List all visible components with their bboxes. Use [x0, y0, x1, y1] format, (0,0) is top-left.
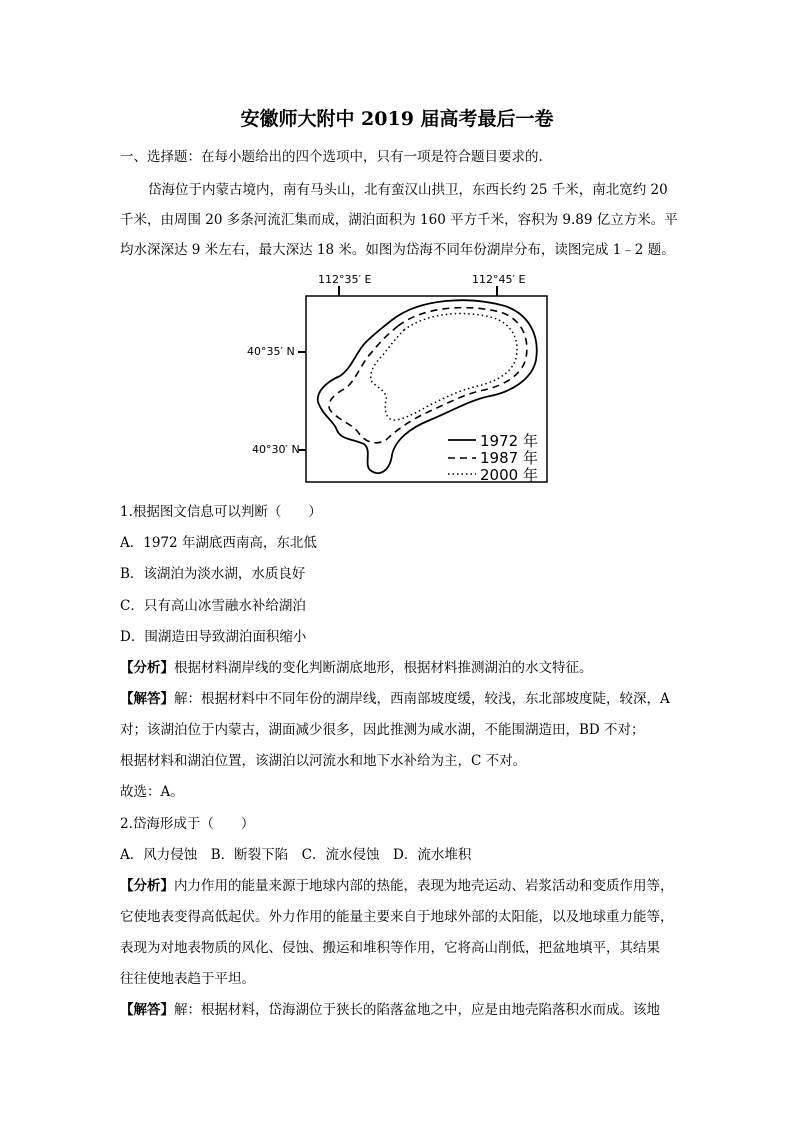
- lake-shoreline-map: [240, 266, 560, 486]
- analysis-line: 表现为对地表物质的风化、侵蚀、搬运和堆积等作用，它将高山削低，把盆地填平，其结果: [120, 940, 660, 956]
- analysis-text: 内力作用的能量来源于地球内部的热能，表现为地壳运动、岩浆活动和变质作用等，: [174, 878, 674, 894]
- analysis-line: 往往使地表趋于平坦。: [120, 971, 255, 987]
- answer-line: 对；该湖泊位于内蒙古，湖面减少很多，因此推测为咸水湖，不能围湖造田，BD 不对；: [120, 722, 645, 738]
- question-2-stem: 2.岱海形成于（ ）: [120, 816, 255, 832]
- answer-line: 根据材料和湖泊位置，该湖泊以河流水和地下水补给为主，C 不对。: [120, 753, 527, 769]
- legend-label-2000: 2000 年: [480, 466, 538, 484]
- question-1-stem: 1.根据图文信息可以判断（ ）: [120, 504, 322, 520]
- passage-line: 千米，由周围 20 多条河流汇集而成，湖泊面积为 160 平方千米，容积为 9.89 亿立方米。平: [120, 212, 678, 228]
- passage-line: 均水深深达 9 米左右，最大深达 18 米。如图为岱海不同年份湖岸分布，读图完成 1﹣2 题。: [120, 242, 675, 258]
- page-title: 安徽师大附中 2019 届高考最后一卷: [240, 108, 554, 130]
- lat-label-bottom: 40°30′ N: [252, 443, 300, 456]
- question-1-option-d: D．围湖造田导致湖泊面积缩小: [120, 629, 307, 645]
- answer-text: 解：根据材料中不同年份的湖岸线，西南部坡度缓，较浅，东北部坡度陡，较深，A: [174, 691, 670, 707]
- analysis-text: 根据材料湖岸线的变化判断湖底地形，根据材料推测湖泊的水文特征。: [174, 660, 593, 676]
- question-1-option-c: C．只有高山冰雪融水补给湖泊: [120, 598, 306, 614]
- question-1-option-a: A．1972 年湖底西南高，东北低: [120, 535, 317, 551]
- question-1-option-b: B．该湖泊为淡水湖，水质良好: [120, 566, 306, 582]
- question-1-answer: [120, 687, 670, 707]
- section-heading: 一、选择题：在每小题给出的四个选项中，只有一项是符合题目要求的.: [120, 149, 543, 165]
- question-1-choice: 故选：A。: [120, 784, 184, 800]
- question-2-answer: [120, 998, 660, 1018]
- analysis-tag: 【分析】: [120, 878, 174, 894]
- legend-label-1987: 1987 年: [480, 449, 538, 467]
- lon-label-left: 112°35′ E: [318, 273, 372, 286]
- answer-tag: 【解答】: [120, 691, 174, 707]
- question-2-options: A．风力侵蚀 B．断裂下陷 C．流水侵蚀 D．流水堆积: [120, 847, 472, 863]
- shoreline-1987: [329, 308, 527, 443]
- answer-tag: 【解答】: [120, 1002, 174, 1018]
- passage-line: 岱海位于内蒙古境内，南有马头山，北有蛮汉山拱卫，东西长约 25 千米，南北宽约 20: [148, 182, 668, 198]
- question-2-analysis: [120, 874, 674, 894]
- lon-label-right: 112°45′ E: [472, 273, 526, 286]
- analysis-tag: 【分析】: [120, 660, 174, 676]
- legend-label-1972: 1972 年: [480, 432, 538, 450]
- analysis-line: 它使地表变得高低起伏。外力作用的能量主要来自于地球外部的太阳能，以及地球重力能等，: [120, 909, 674, 925]
- lat-label-top: 40°35′ N: [247, 345, 295, 358]
- answer-text: 解：根据材料，岱海湖位于狭长的陷落盆地之中，应是由地壳陷落积水而成。该地: [174, 1002, 660, 1018]
- question-1-analysis: [120, 656, 593, 676]
